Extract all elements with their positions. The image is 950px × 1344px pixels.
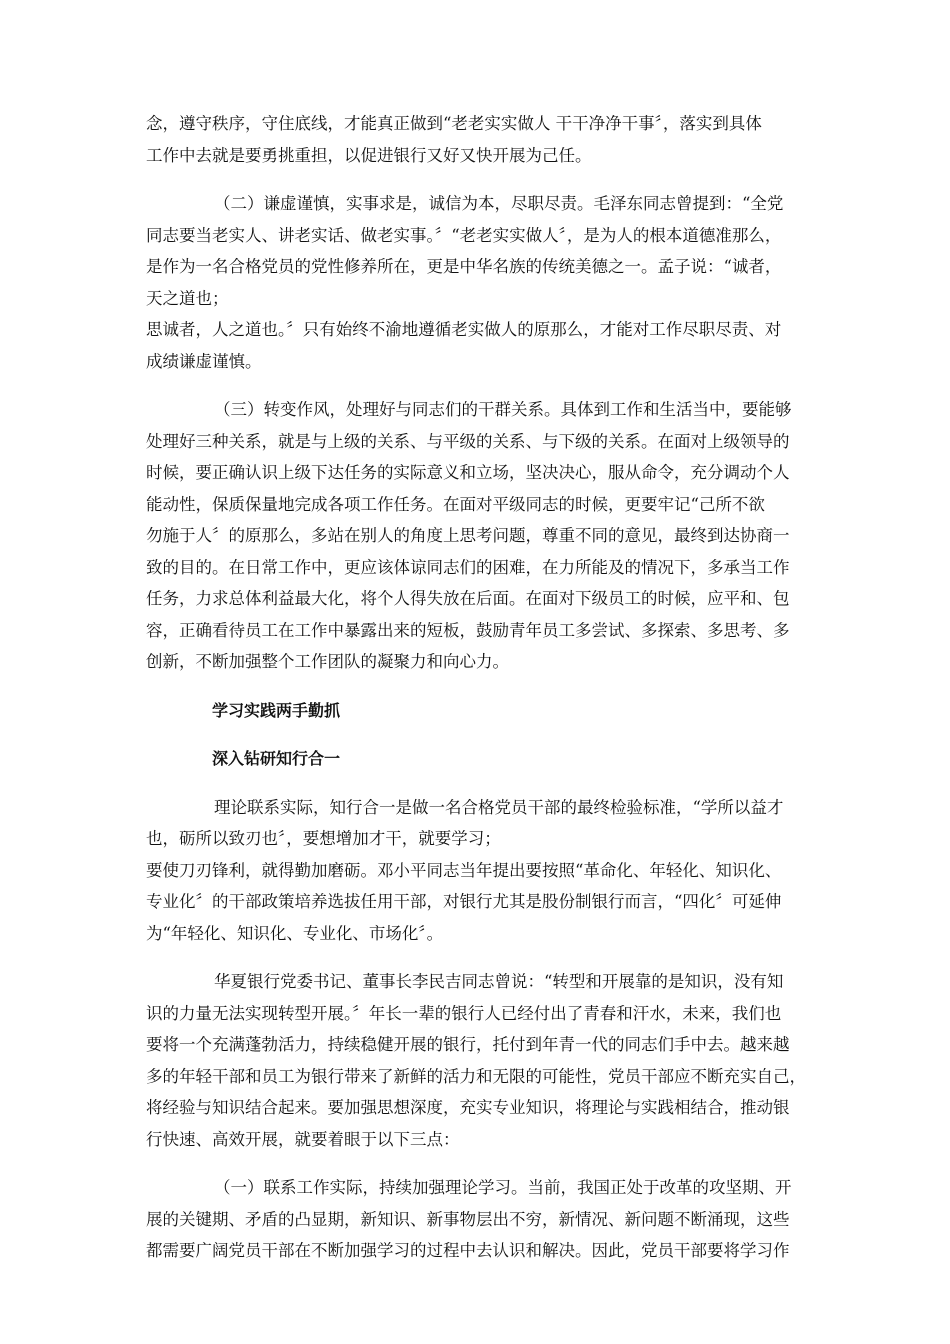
text-line: 理论联系实际，知行合一是做一名合格党员干部的最终检验标准，“学所以益才 — [214, 797, 784, 817]
paragraph-3-style — [146, 394, 812, 678]
text-line: （一）联系工作实际，持续加强理论学习。当前，我国正处于改革的攻坚期、开 — [214, 1178, 792, 1197]
text-line: 识的力量无法实现转型开展。〞年长一辈的银行人已经付出了青春和汗水，未来，我们也 — [146, 1003, 782, 1023]
text-line: 都需要广阔党员干部在不断加强学习的过程中去认识和解决。因此，党员干部要将学习作 — [146, 1241, 790, 1260]
text-line: （二）谦虚谨慎，实事求是，诚信为本，尽职尽责。毛泽东同志曾提到：“全党 — [214, 194, 784, 213]
text-line: 成绩谦虚谨慎。 — [146, 351, 262, 371]
text-line: 行快速、高效开展，就要着眼于以下三点： — [146, 1129, 460, 1149]
text-line: 也，砺所以致刃也〞，要想增加才干，就要学习； — [146, 829, 501, 848]
text-line: （三）转变作风，处理好与同志们的干群关系。具体到工作和生活当中，要能够 — [214, 400, 792, 419]
text-line: 勿施于人〞的原那么，多站在别人的角度上思考问题，尊重不同的意见，最终到达协商一 — [146, 526, 790, 545]
text-line: 任务，力求总体利益最大化，将个人得失放在后面。在面对下级员工的时候，应平和、包 — [146, 589, 790, 608]
text-line: 展的关键期、矛盾的凸显期，新知识、新事物层出不穷，新情况、新问题不断涌现，这些 — [146, 1209, 790, 1229]
text-line: 时候，要正确认识上级下达任务的实际意义和立场，坚决决心，服从命令，充分调动个人 — [146, 463, 790, 482]
section-heading: 深入钻研知行合一 — [212, 749, 341, 768]
text-line: 致的目的。在日常工作中，更应该体谅同志们的困难，在力所能及的情况下，多承当工作 — [146, 557, 790, 577]
text-line: 思诚者，人之道也。〞只有始终不渝地遵循老实做人的原那么，才能对工作尽职尽责、对 — [146, 320, 782, 339]
paragraph-theory-practice — [146, 792, 812, 950]
text-line: 工作中去就是要勇挑重担，以促进银行又好又快开展为己任。 — [146, 145, 592, 165]
section-heading: 学习实践两手勤抓 — [212, 700, 341, 720]
text-line: 是作为一名合格党员的党性修养所在，更是中华名族的传统美德之一。孟子说：“诚者， — [146, 257, 782, 276]
text-line: 为“年轻化、知识化、专业化、市场化〞。 — [146, 923, 444, 943]
paragraph-1-theory-study — [146, 1172, 812, 1267]
paragraph-2-humble — [146, 188, 812, 377]
text-line: 多的年轻干部和员工为银行带来了新鲜的活力和无限的可能性，党员干部应不断充实自己， — [146, 1066, 806, 1086]
document-page — [146, 108, 812, 1267]
text-line: 念，遵守秩序，守住底线，才能真正做到“老老实实做人 干干净净干事〞，落实到具体 — [146, 114, 762, 133]
text-line: 能动性，保质保量地完成各项工作任务。在面对平级同志的时候，更要牢记“己所不欲 — [146, 494, 765, 514]
text-line: 将经验与知识结合起来。要加强思想深度，充实专业知识，将理论与实践相结合，推动银 — [146, 1098, 790, 1117]
text-line: 处理好三种关系，就是与上级的关系、与平级的关系、与下级的关系。在面对上级领导的 — [146, 431, 790, 451]
paragraph-hua-xia-bank — [146, 966, 812, 1155]
text-line: 专业化〞的干部政策培养选拔任用干部，对银行尤其是股份制银行而言，“四化〞可延伸 — [146, 892, 782, 911]
text-line: 华夏银行党委书记、董事长李民吉同志曾说：“转型和开展靠的是知识，没有知 — [214, 972, 784, 991]
text-line: 容，正确看待员工在工作中暴露出来的短板，鼓励青年员工多尝试、多探索、多思考、多 — [146, 620, 790, 640]
text-line: 要将一个充满蓬勃活力，持续稳健开展的银行，托付到年青一代的同志们手中去。越来越 — [146, 1035, 790, 1054]
text-line: 同志要当老实人、讲老实话、做老实事。〞“老老实实做人〞，是为人的根本道德准那么， — [146, 225, 782, 245]
text-line: 要使刀刃锋利，就得勤加磨砺。邓小平同志当年提出要按照“革命化、年轻化、知识化、 — [146, 860, 782, 880]
text-line: 创新，不断加强整个工作团队的凝聚力和向心力。 — [146, 652, 509, 671]
text-line: 天之道也； — [146, 288, 229, 308]
paragraph-continuation — [146, 108, 812, 171]
